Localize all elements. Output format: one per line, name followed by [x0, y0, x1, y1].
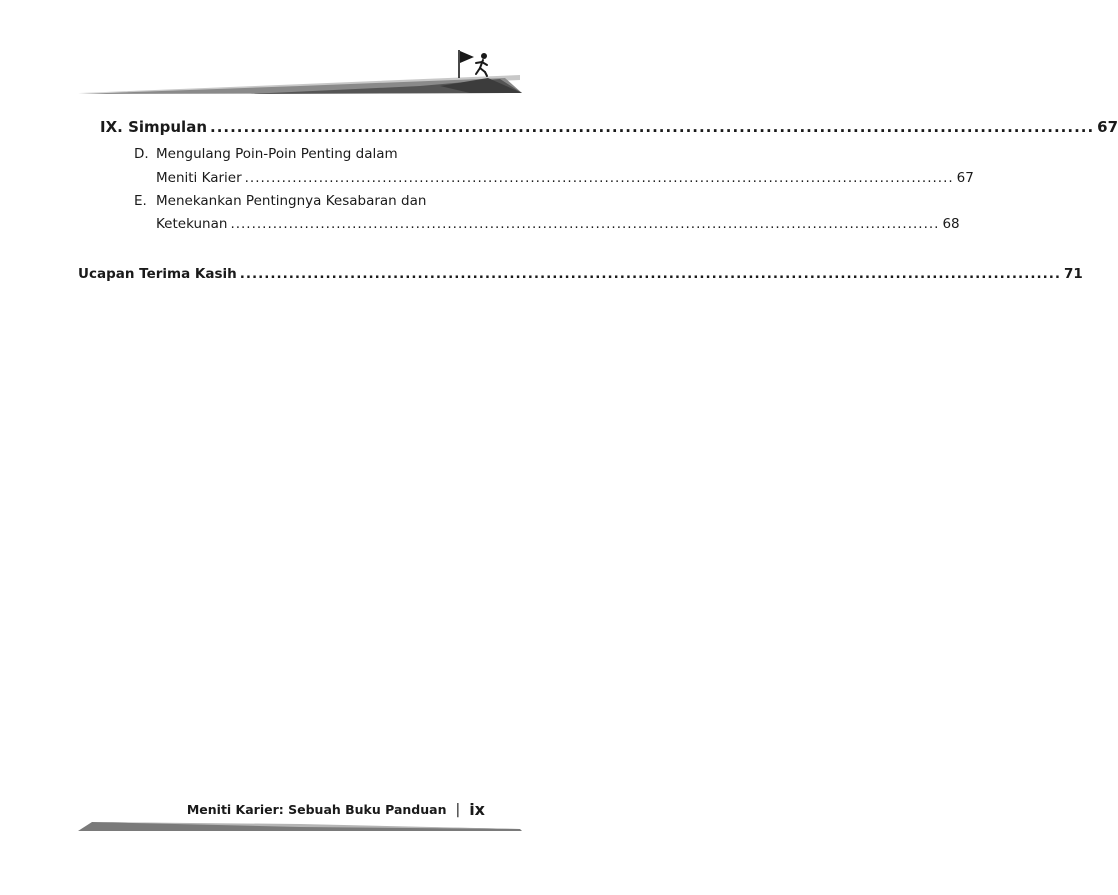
- footer-book-title: Meniti Karier: Sebuah Buku Panduan: [186, 802, 447, 817]
- climber-icon: [476, 53, 487, 76]
- toc-item-d-line1[interactable]: Mengulang Poin-Poin Penting dalam: [156, 146, 398, 162]
- footer-separator: |: [455, 801, 461, 818]
- toc-item-e-page: 68: [942, 216, 960, 232]
- toc-item-d[interactable]: [156, 170, 974, 186]
- toc-item-e-line2: Ketekunan: [156, 216, 228, 232]
- toc-item-d-page: 67: [956, 170, 974, 186]
- toc-leader: ......................................................................................................................................: [244, 170, 954, 186]
- toc-ucapan-terima-kasih[interactable]: [78, 266, 1083, 282]
- toc-item-d-letter: D.: [134, 146, 149, 162]
- toc-item-e[interactable]: [156, 216, 960, 232]
- footer-page-number: ix: [469, 800, 485, 819]
- toc-leader: ......................................................................................................................................: [239, 266, 1061, 282]
- toc-ucapan-label: Ucapan Terima Kasih: [78, 266, 237, 282]
- toc-item-e-letter: E.: [134, 193, 147, 209]
- toc-chapter-ix[interactable]: [100, 118, 1118, 136]
- toc-leader: ......................................................................................................................................: [230, 216, 940, 232]
- flag-icon: [459, 50, 474, 78]
- toc-chapter-ix-label: IX. Simpulan: [100, 118, 207, 136]
- toc-chapter-ix-page: 67: [1097, 118, 1118, 136]
- toc-ucapan-page: 71: [1063, 266, 1083, 282]
- header-mountain-icon: [0, 0, 616, 110]
- toc-item-d-line2: Meniti Karier: [156, 170, 242, 186]
- page-footer: [187, 800, 485, 819]
- toc-item-e-line1[interactable]: Menekankan Pentingnya Kesabaran dan: [156, 193, 427, 209]
- toc-leader: ....................................................................................................................................: [210, 118, 1095, 136]
